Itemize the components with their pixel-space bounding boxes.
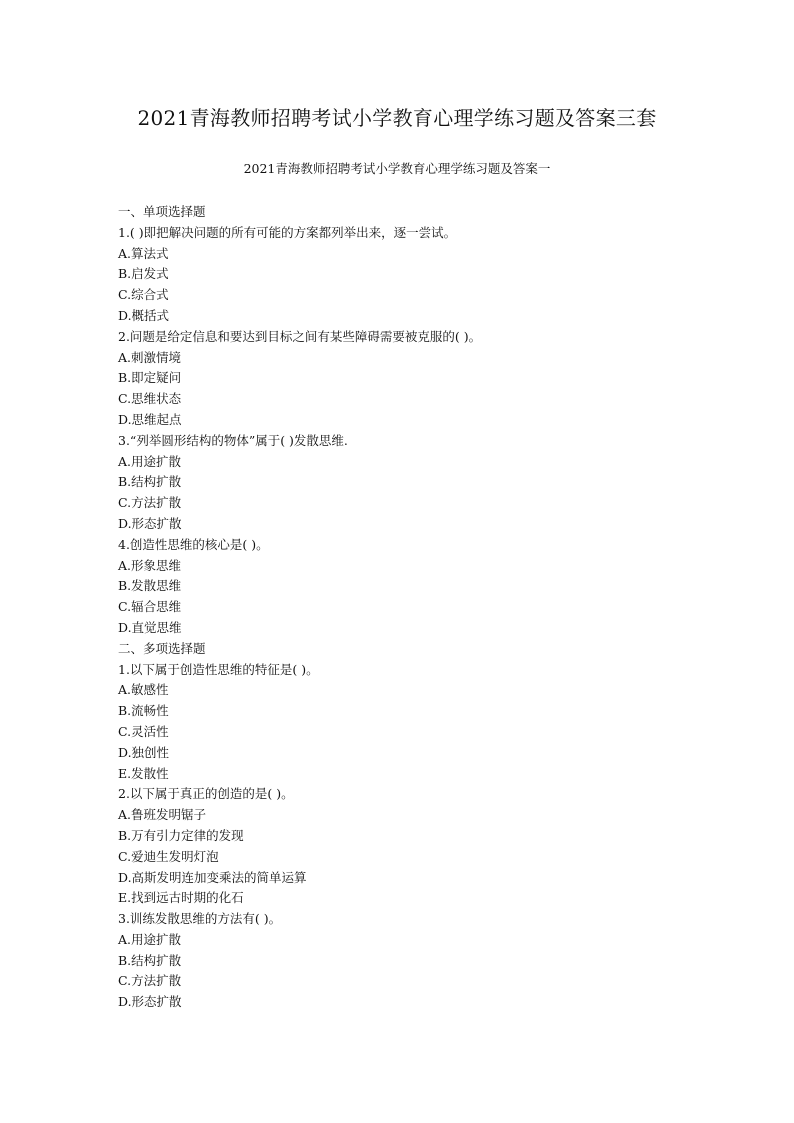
answer-option: C.方法扩散 <box>118 973 182 989</box>
answer-option: D.独创性 <box>118 744 170 760</box>
answer-option: D.思维起点 <box>118 411 182 427</box>
answer-option: B.即定疑问 <box>118 370 182 386</box>
document-body <box>118 202 718 1013</box>
answer-option: C.辐合思维 <box>118 599 182 615</box>
question-text: 4.创造性思维的核心是( )。 <box>118 536 269 552</box>
answer-option: E.发散性 <box>118 765 169 781</box>
answer-option: A.算法式 <box>118 245 169 261</box>
answer-option: A.刺激情境 <box>118 349 182 365</box>
answer-option: C.综合式 <box>118 287 169 303</box>
section-heading: 一、单项选择题 <box>118 204 206 219</box>
answer-option: A.用途扩散 <box>118 453 182 469</box>
question-text: 1.( )即把解决问题的所有可能的方案都列举出来，逐一尝试。 <box>118 224 457 240</box>
question-text: 3.“列举圆形结构的物体”属于( )发散思维. <box>118 432 348 448</box>
answer-option: B.发散思维 <box>118 578 182 594</box>
answer-option: D.形态扩散 <box>118 994 182 1010</box>
answer-option: B.结构扩散 <box>118 952 182 968</box>
question-text: 3.训练发散思维的方法有( )。 <box>118 911 282 927</box>
answer-option: D.概括式 <box>118 307 170 323</box>
answer-option: C.方法扩散 <box>118 495 182 511</box>
answer-option: A.用途扩散 <box>118 931 182 947</box>
answer-option: B.万有引力定律的发现 <box>118 827 244 843</box>
question-text: 2.问题是给定信息和要达到目标之间有某些障碍需要被克服的( )。 <box>118 328 482 344</box>
answer-option: C.灵活性 <box>118 723 169 739</box>
answer-option: C.思维状态 <box>118 391 182 407</box>
document-subtitle: 2021青海教师招聘考试小学教育心理学练习题及答案一 <box>243 161 551 176</box>
question-text: 2.以下属于真正的创造的是( )。 <box>118 786 294 802</box>
answer-option: B.流畅性 <box>118 703 169 719</box>
answer-option: A.敏感性 <box>118 682 169 698</box>
answer-option: E.找到远古时期的化石 <box>118 890 244 906</box>
answer-option: B.启发式 <box>118 266 169 282</box>
answer-option: D.高斯发明连加变乘法的简单运算 <box>118 869 307 885</box>
answer-option: D.直觉思维 <box>118 619 182 635</box>
question-text: 1.以下属于创造性思维的特征是( )。 <box>118 661 319 677</box>
answer-option: A.形象思维 <box>118 557 182 573</box>
answer-option: C.爱迪生发明灯泡 <box>118 848 219 864</box>
answer-option: B.结构扩散 <box>118 474 182 490</box>
section-heading: 二、多项选择题 <box>118 640 206 656</box>
answer-option: A.鲁班发明锯子 <box>118 807 207 823</box>
document-title: 2021青海教师招聘考试小学教育心理学练习题及答案三套 <box>137 106 657 130</box>
answer-option: D.形态扩散 <box>118 515 182 531</box>
